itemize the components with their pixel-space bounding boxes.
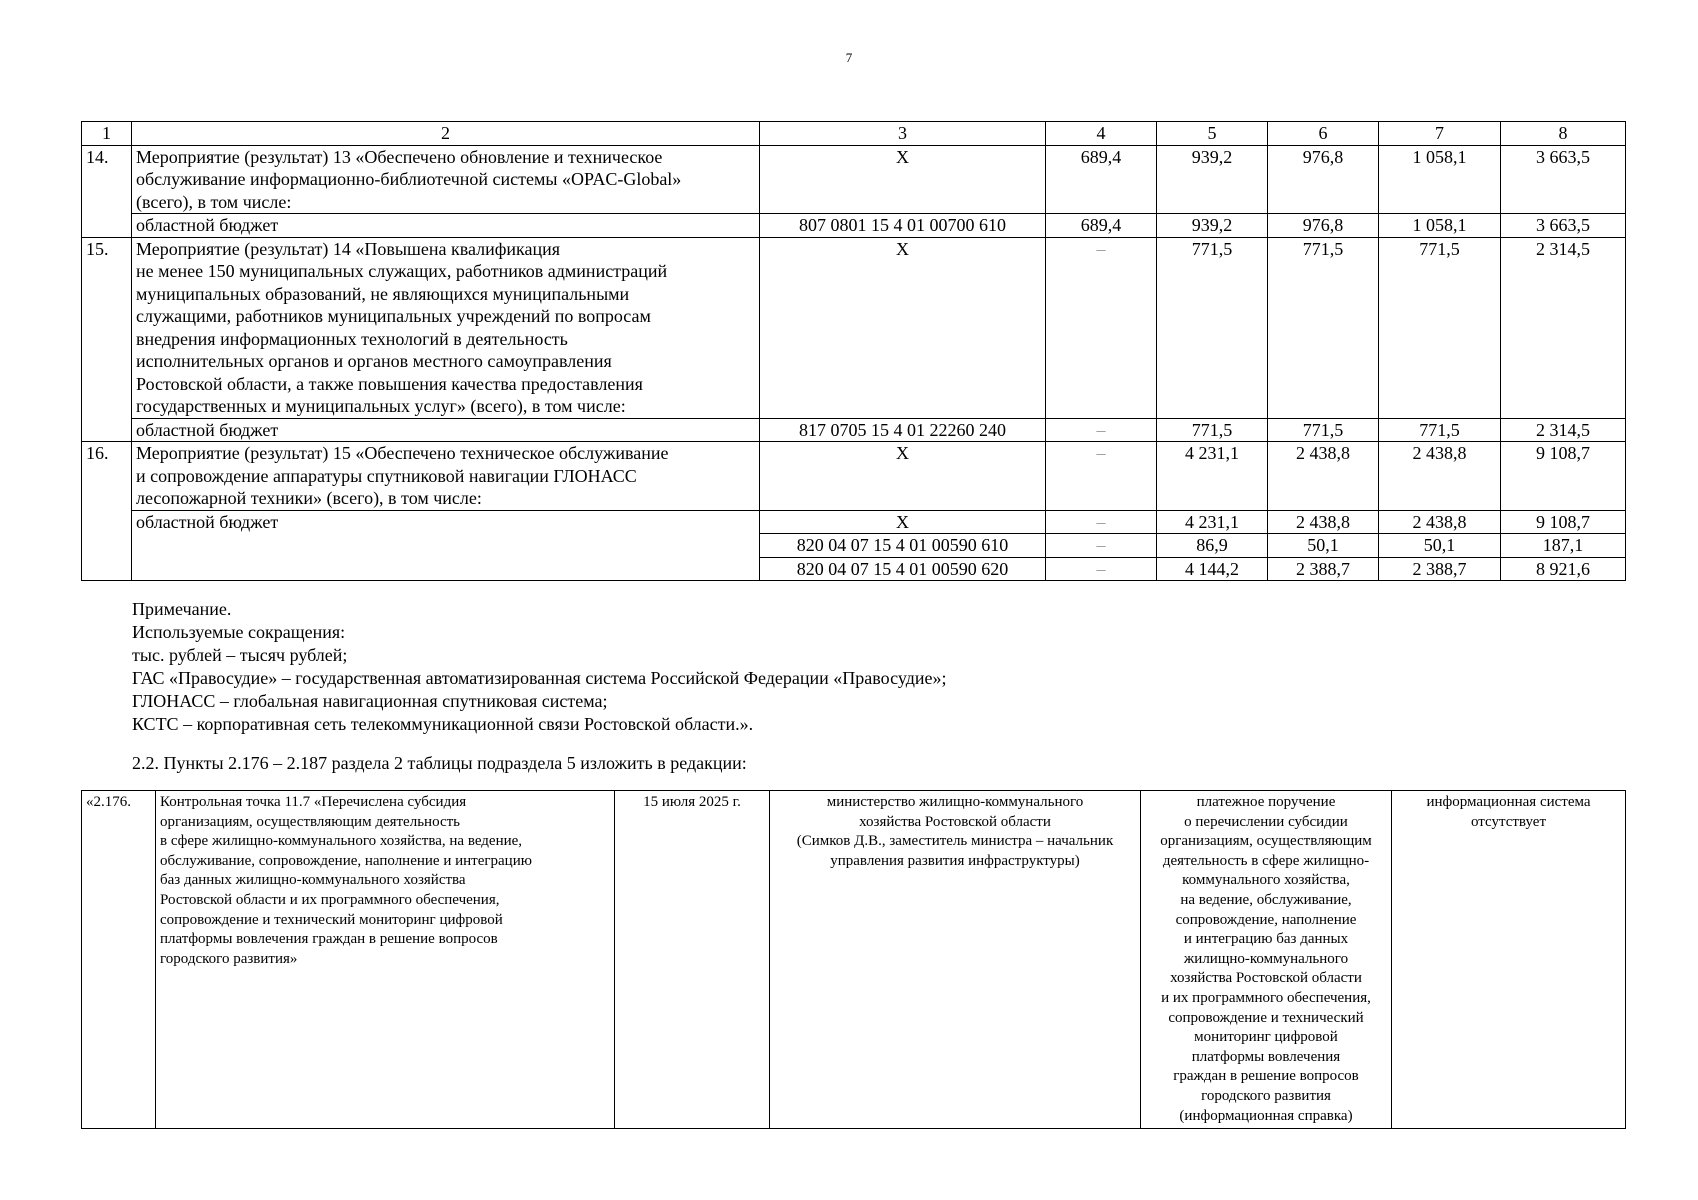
- value-cell: 2 314,5: [1501, 418, 1626, 442]
- table-row: [82, 214, 1626, 238]
- activity-title: Мероприятие (результат) 13 «Обеспечено обновление и техническое обслуживание информационно-библиотечной системы «OPAC-Global» (всего), в том числе:: [132, 145, 760, 214]
- row-number: «2.176.: [82, 791, 156, 1129]
- value-cell: –: [1046, 510, 1157, 534]
- activity-title: Мероприятие (результат) 14 «Повышена квалификация не менее 150 муниципальных служащих, работников администраций муниципальных образований, не являющихся муниципальными служащими, работников муниципальных учреждений по вопросам внедрения информационных технологий в деятельность исполнительных органов и органов местного самоуправления Ростовской области, а также повышения качества предоставления государственных и муниципальных услуг» (всего), в том числе:: [132, 237, 760, 418]
- value-cell: 939,2: [1157, 214, 1268, 238]
- table-header-row: [82, 122, 1626, 146]
- value-cell: 2 314,5: [1501, 237, 1626, 418]
- value-cell: 50,1: [1379, 534, 1501, 558]
- budget-code: X: [760, 442, 1046, 511]
- value-cell: 2 388,7: [1268, 557, 1379, 581]
- header-cell: 7: [1379, 122, 1501, 146]
- header-cell: 1: [82, 122, 132, 146]
- row-number: 16.: [82, 442, 132, 581]
- value-cell: 3 663,5: [1501, 145, 1626, 214]
- value-cell: 771,5: [1379, 237, 1501, 418]
- value-cell: 689,4: [1046, 214, 1157, 238]
- value-cell: 689,4: [1046, 145, 1157, 214]
- value-cell: –: [1046, 237, 1157, 418]
- value-cell: 4 231,1: [1157, 510, 1268, 534]
- table-row: [82, 442, 1626, 511]
- value-cell: 1 058,1: [1379, 145, 1501, 214]
- value-cell: –: [1046, 418, 1157, 442]
- responsible-party: министерство жилищно-коммунального хозяйства Ростовской области (Симков Д.В., заместитель министра – начальник управления развития инфраструктуры): [770, 791, 1141, 1129]
- table-row: [82, 510, 1626, 534]
- header-cell: 2: [132, 122, 760, 146]
- value-cell: 9 108,7: [1501, 442, 1626, 511]
- information-system: информационная система отсутствует: [1392, 791, 1626, 1129]
- value-cell: 4 144,2: [1157, 557, 1268, 581]
- header-cell: 5: [1157, 122, 1268, 146]
- table-row: [82, 418, 1626, 442]
- value-cell: 771,5: [1379, 418, 1501, 442]
- note-line: Используемые сокращения:: [132, 622, 346, 642]
- note-line: КСТС – корпоративная сеть телекоммуникационной связи Ростовской области.».: [132, 714, 754, 734]
- budget-code: X: [760, 510, 1046, 534]
- funding-source: областной бюджет: [132, 418, 760, 442]
- note-line: ГЛОНАСС – глобальная навигационная спутниковая система;: [132, 691, 608, 711]
- value-cell: 976,8: [1268, 145, 1379, 214]
- budget-code: X: [760, 145, 1046, 214]
- value-cell: 939,2: [1157, 145, 1268, 214]
- value-cell: 1 058,1: [1379, 214, 1501, 238]
- funding-source: областной бюджет: [132, 510, 760, 581]
- value-cell: 771,5: [1157, 237, 1268, 418]
- budget-code: 807 0801 15 4 01 00700 610: [760, 214, 1046, 238]
- value-cell: 2 438,8: [1268, 510, 1379, 534]
- value-cell: 86,9: [1157, 534, 1268, 558]
- header-cell: 4: [1046, 122, 1157, 146]
- value-cell: 187,1: [1501, 534, 1626, 558]
- row-number: 15.: [82, 237, 132, 442]
- value-cell: 976,8: [1268, 214, 1379, 238]
- notes-block: [132, 598, 946, 736]
- value-cell: 9 108,7: [1501, 510, 1626, 534]
- note-line: тыс. рублей – тысяч рублей;: [132, 645, 348, 665]
- header-cell: 6: [1268, 122, 1379, 146]
- value-cell: 2 438,8: [1379, 510, 1501, 534]
- value-cell: 2 388,7: [1379, 557, 1501, 581]
- header-cell: 8: [1501, 122, 1626, 146]
- page-number: 7: [845, 50, 853, 65]
- row-number: 14.: [82, 145, 132, 237]
- value-cell: 771,5: [1268, 418, 1379, 442]
- funding-source: областной бюджет: [132, 214, 760, 238]
- budget-code: 817 0705 15 4 01 22260 240: [760, 418, 1046, 442]
- value-cell: 3 663,5: [1501, 214, 1626, 238]
- value-cell: 50,1: [1268, 534, 1379, 558]
- table-row: [82, 791, 1626, 1129]
- value-cell: –: [1046, 557, 1157, 581]
- budget-code: X: [760, 237, 1046, 418]
- table-row: [82, 237, 1626, 418]
- activity-title: Мероприятие (результат) 15 «Обеспечено техническое обслуживание и сопровождение аппаратуры спутниковой навигации ГЛОНАСС лесопожарной техники» (всего), в том числе:: [132, 442, 760, 511]
- header-cell: 3: [760, 122, 1046, 146]
- budget-code: 820 04 07 15 4 01 00590 620: [760, 557, 1046, 581]
- budget-table: [81, 121, 1626, 581]
- value-cell: 2 438,8: [1268, 442, 1379, 511]
- note-line: Примечание.: [132, 599, 232, 619]
- value-cell: 771,5: [1268, 237, 1379, 418]
- value-cell: –: [1046, 534, 1157, 558]
- confirming-document: платежное поручение о перечислении субсидии организациям, осуществляющим деятельность в сфере жилищно- коммунального хозяйства, на ведение, обслуживание, сопровождение, наполнение и интеграцию баз данных жилищно-коммунального хозяйства Ростовской области и их программного обеспечения, сопровождение и технический мониторинг цифровой платформы вовлечения граждан в решение вопросов городского развития (информационная справка): [1141, 791, 1392, 1129]
- value-cell: 4 231,1: [1157, 442, 1268, 511]
- amendment-paragraph: 2.2. Пункты 2.176 – 2.187 раздела 2 таблицы подраздела 5 изложить в редакции:: [132, 753, 747, 773]
- table-row: [82, 145, 1626, 214]
- value-cell: 771,5: [1157, 418, 1268, 442]
- control-point-table: [81, 790, 1626, 1129]
- value-cell: 8 921,6: [1501, 557, 1626, 581]
- note-line: ГАС «Правосудие» – государственная автоматизированная система Российской Федерации «Правосудие»;: [132, 668, 947, 688]
- value-cell: 2 438,8: [1379, 442, 1501, 511]
- budget-code: 820 04 07 15 4 01 00590 610: [760, 534, 1046, 558]
- value-cell: –: [1046, 442, 1157, 511]
- deadline-date: 15 июля 2025 г.: [615, 791, 770, 1129]
- control-point-description: Контрольная точка 11.7 «Перечислена субсидия организациям, осуществляющим деятельность в сфере жилищно-коммунального хозяйства, на ведение, обслуживание, сопровождение, наполнение и интеграцию баз данных жилищно-коммунального хозяйства Ростовской области и их программного обеспечения, сопровождение и технический мониторинг цифровой платформы вовлечения граждан в решение вопросов городского развития»: [156, 791, 615, 1129]
